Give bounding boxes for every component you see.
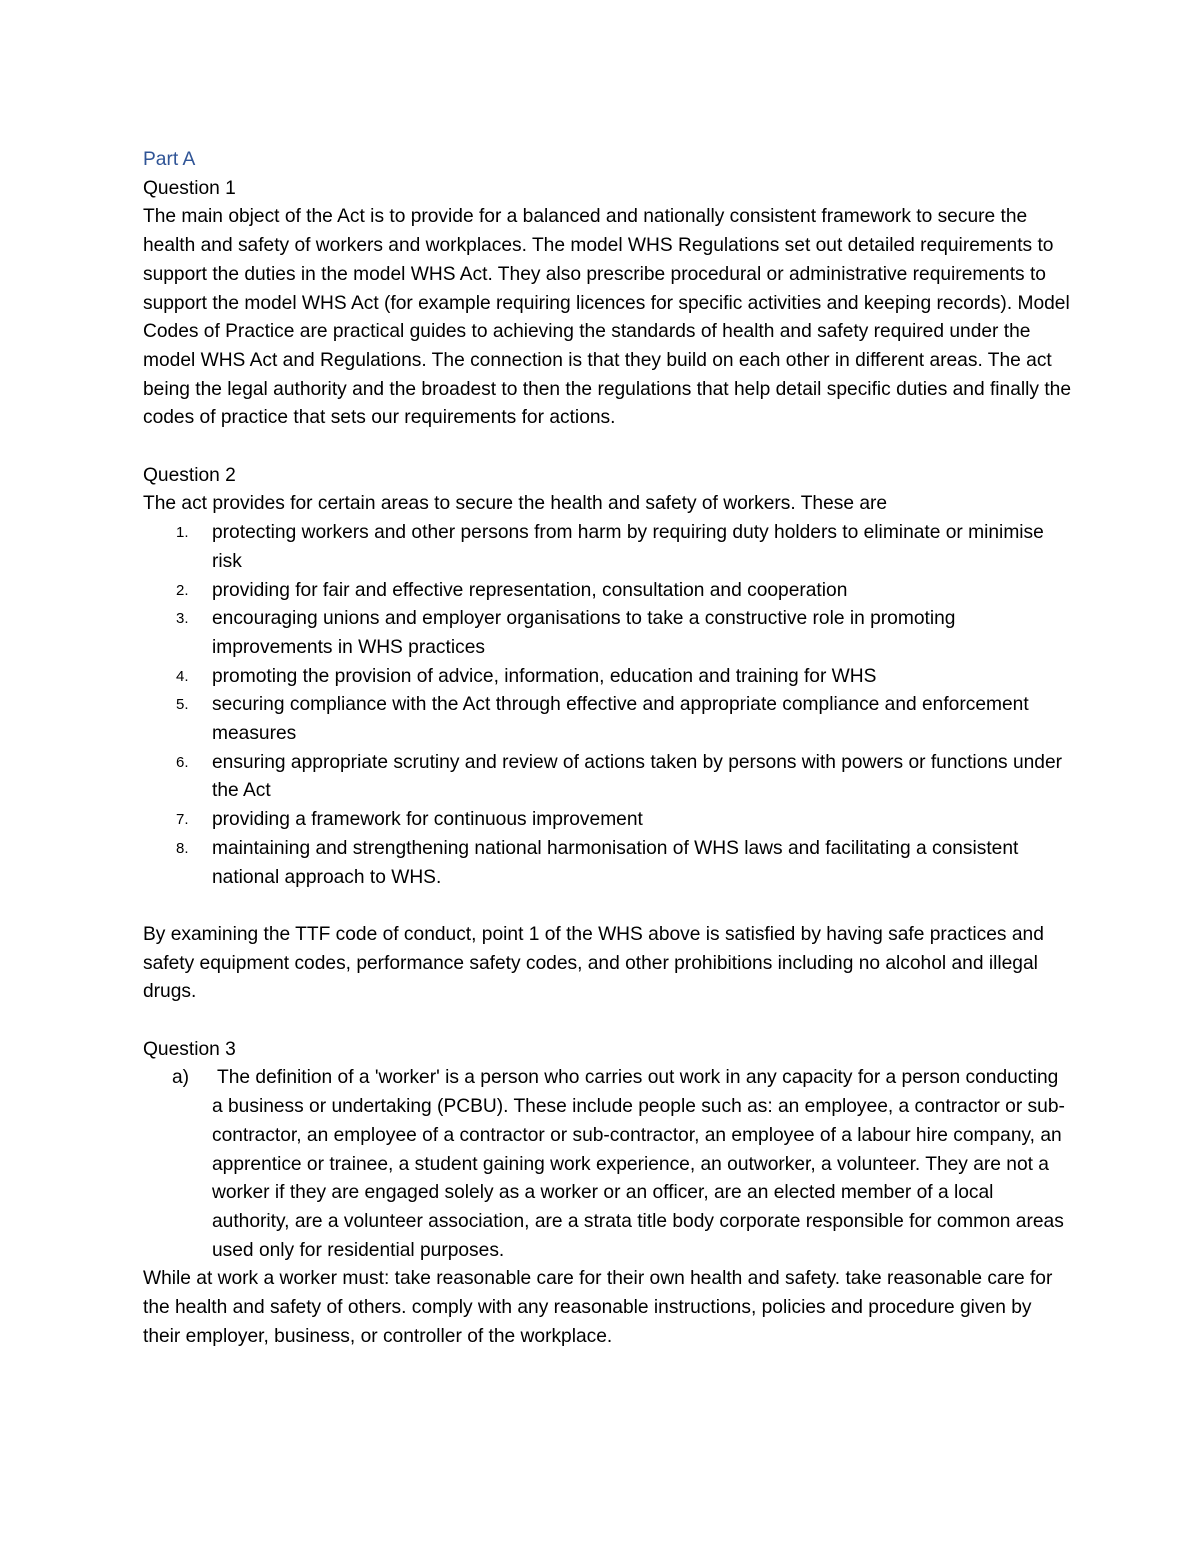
list-item-text: ensuring appropriate scrutiny and review of actions taken by persons with powers or functions under the Act: [212, 751, 1063, 802]
list-item-text: maintaining and strengthening national harmonisation of WHS laws and facilitating a consistent national approach to WHS.: [212, 837, 1019, 888]
list-item: [143, 806, 1073, 835]
question-1-heading: Question 1: [143, 177, 236, 199]
list-item-marker: a): [172, 1067, 190, 1089]
question-2-heading: Question 2: [143, 464, 236, 486]
list-item-text: The definition of a 'worker' is a person who carries out work in any capacity for a person conducting a business or undertaking (PCBU). These include people such as: an employee, a contractor or sub-contractor, an employee of a contractor or sub-contractor, an employee of a labour hire company, an apprentice or trainee, a student gaining work experience, an outworker, a volunteer. They are not a worker if they are engaged solely as a worker or an officer, are an elected member of a local authority, are a volunteer association, are a strata title body corporate responsible for common areas used only for residential purposes.: [212, 1067, 1065, 1261]
list-item-text: providing for fair and effective representation, consultation and cooperation: [212, 579, 848, 601]
spacer: [143, 433, 1073, 462]
spacer: [143, 1007, 1073, 1036]
question-3-heading: Question 3: [143, 1038, 236, 1060]
list-item-text: providing a framework for continuous improvement: [212, 809, 643, 831]
list-item-number: 5.: [176, 696, 189, 714]
part-a-heading: Part A: [143, 149, 196, 170]
document-content: [143, 146, 1073, 1351]
list-item-text: securing compliance with the Act through effective and appropriate compliance and enforcement measures: [212, 694, 1029, 745]
worker-duties-paragraph: While at work a worker must: take reasonable care for their own health and safety. take reasonable care for the health and safety of others. comply with any reasonable instructions, policies and procedure given by their employer, business, or controller of the workplace.: [143, 1268, 1053, 1347]
list-item-number: 7.: [176, 811, 189, 829]
list-item-text: protecting workers and other persons from harm by requiring duty holders to eliminate or minimise risk: [212, 522, 1044, 572]
list-item-number: 6.: [176, 753, 189, 771]
list-item-number: 1.: [176, 524, 189, 542]
list-item: [143, 691, 1073, 748]
list-item-text: promoting the provision of advice, information, education and training for WHS: [212, 665, 877, 687]
question-2-intro: The act provides for certain areas to secure the health and safety of workers. These are: [143, 493, 888, 515]
list-item: [143, 577, 1073, 606]
list-item: [143, 605, 1073, 662]
question-3-item-a: [143, 1064, 1073, 1265]
question-1-body: The main object of the Act is to provide for a balanced and nationally consistent framework to secure the health and safety of workers and workplaces. The model WHS Regulations set out detailed requirements to support the duties in the model WHS Act. They also prescribe procedural or administrative requirements to support the model WHS Act (for example requiring licences for specific activities and keeping records). Model Codes of Practice are practical guides to achieving the standards of health and safety required under the model WHS Act and Regulations. The connection is that they build on each other in different areas. The act being the legal authority and the broadest to then the regulations that help detail specific duties and finally the codes of practice that sets our requirements for actions.: [143, 206, 1072, 429]
list-item-text: encouraging unions and employer organisations to take a constructive role in promoting improvements in WHS practices: [212, 608, 956, 658]
list-item-number: 2.: [176, 581, 189, 599]
list-item: [143, 835, 1073, 892]
list-item-number: 8.: [176, 839, 189, 857]
list-item: [143, 749, 1073, 806]
question-2-list: [143, 519, 1073, 892]
list-item-number: 4.: [176, 667, 189, 685]
list-item: [143, 663, 1073, 692]
list-item: [143, 519, 1073, 576]
spacer: [143, 892, 1073, 921]
list-item-number: 3.: [176, 610, 189, 628]
question-2-conclusion: By examining the TTF code of conduct, point 1 of the WHS above is satisfied by having safe practices and safety equipment codes, performance safety codes, and other prohibitions including no alcohol and illegal drugs.: [143, 923, 1044, 1003]
